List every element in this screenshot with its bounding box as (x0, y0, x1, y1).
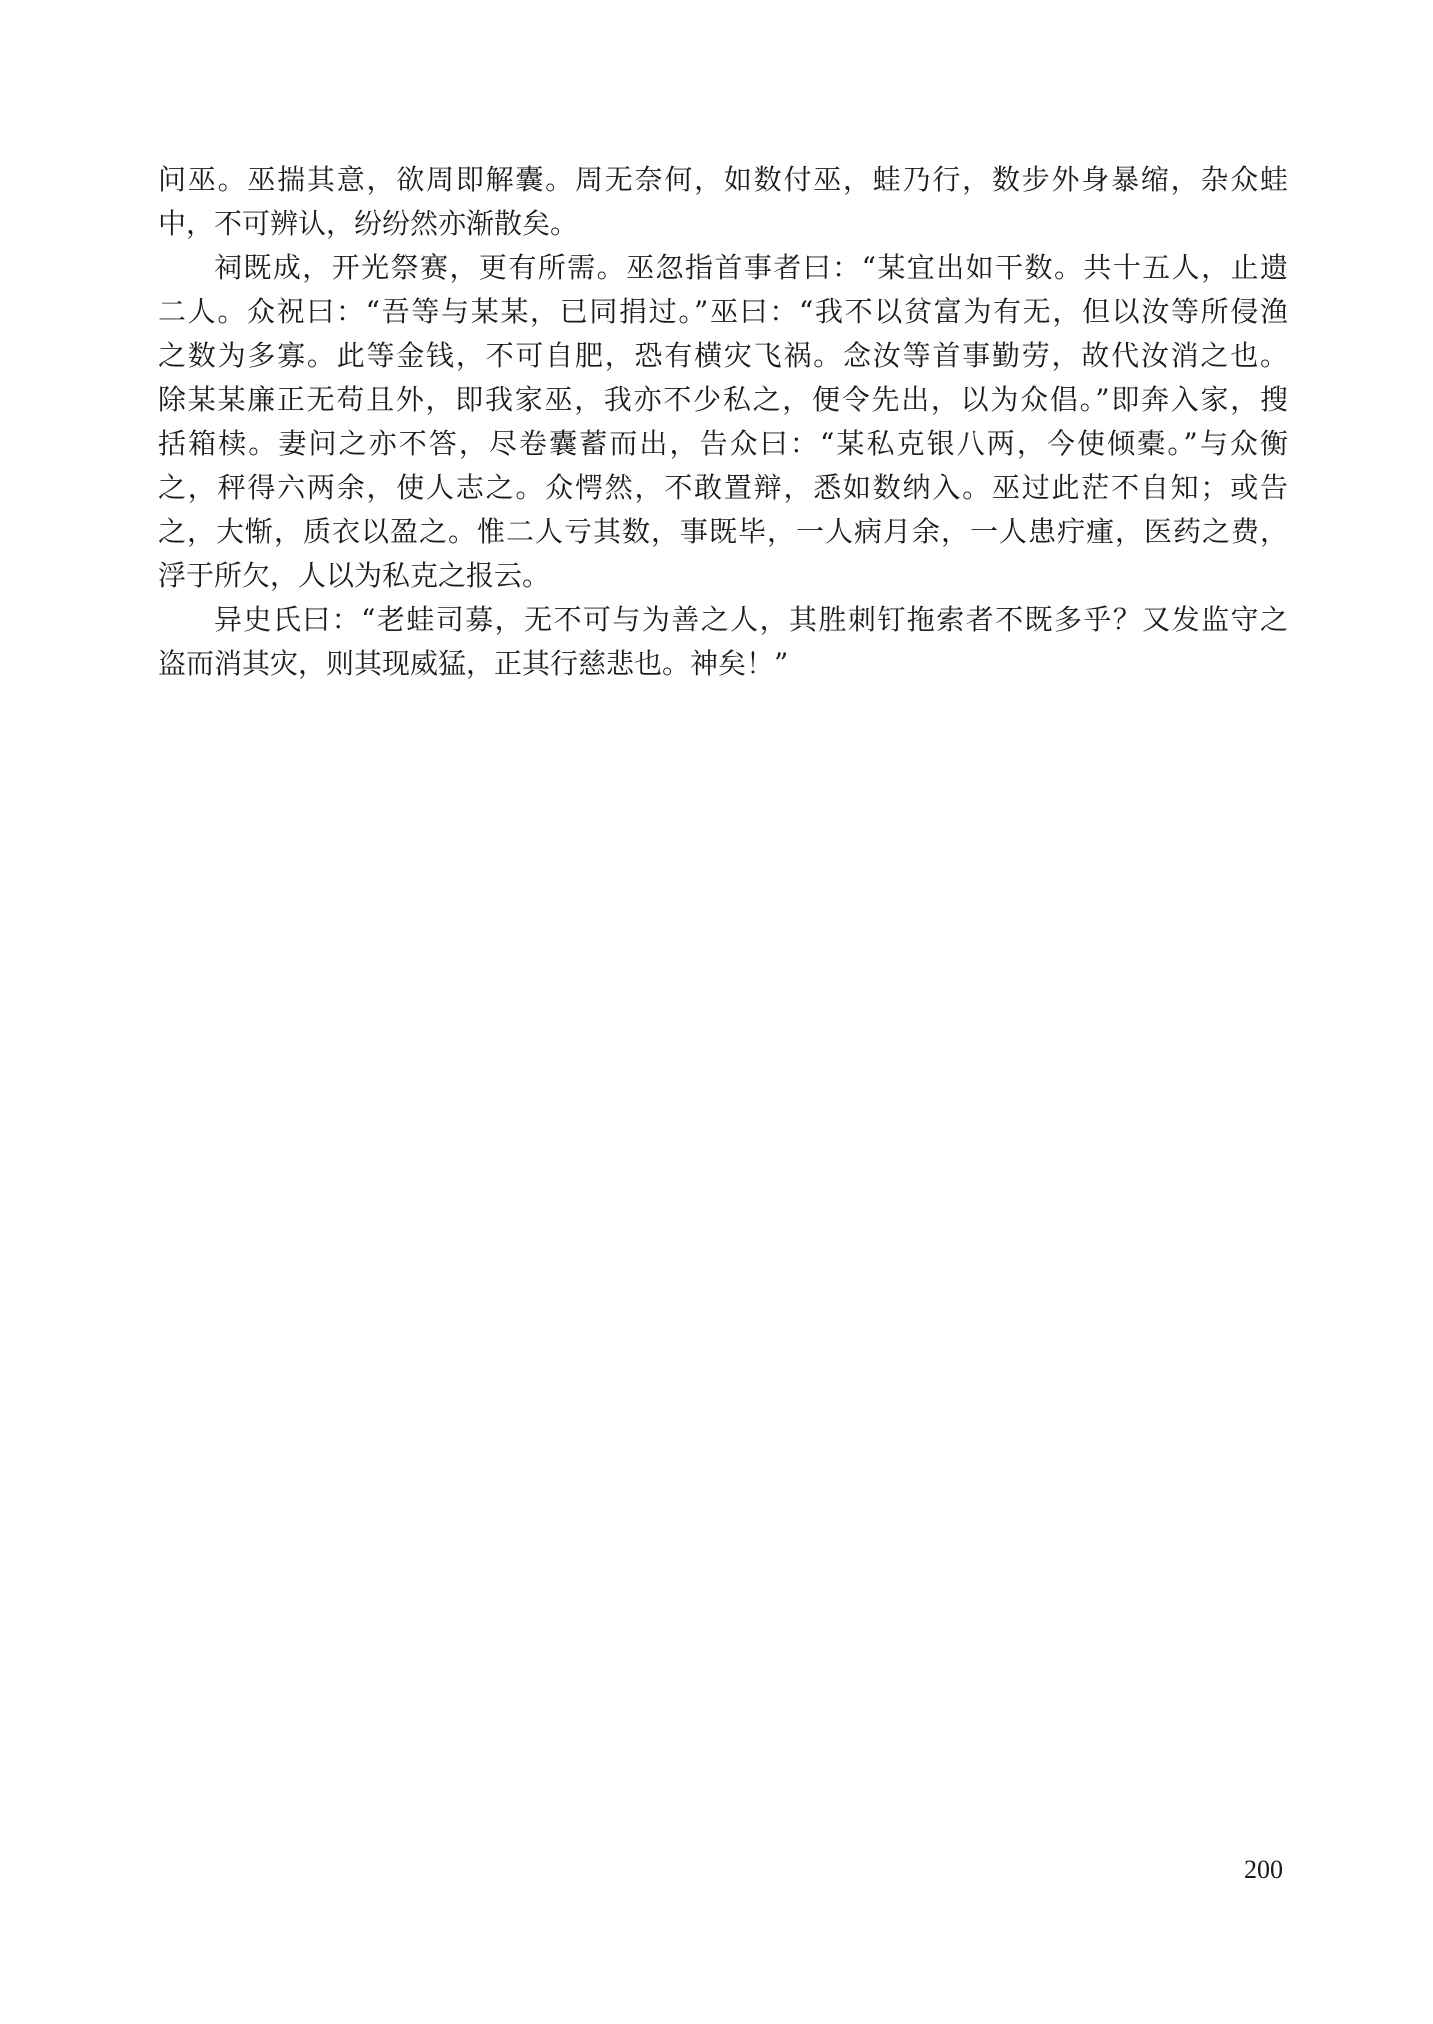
text-line-11: 异史氏曰：“老蛙司募，无不可与为善之人，其胜刺钉拖索者不既多乎？又发监守之 (214, 603, 1288, 636)
text-line-7: 括箱椟。妻问之亦不答，尽卷囊蓄而出，告众曰：“某私克银八两，今使倾橐。”与众衡 (158, 427, 1288, 460)
text-line-6: 除某某廉正无苟且外，即我家巫，我亦不少私之，便令先出，以为众倡。”即奔入家，搜 (158, 383, 1288, 416)
page-number: 200 (1244, 1855, 1283, 1884)
text-line-3: 祠既成，开光祭赛，更有所需。巫忽指首事者曰：“某宜出如干数。共十五人，止遗 (214, 251, 1288, 284)
text-line-10: 浮于所欠，人以为私克之报云。 (158, 559, 551, 592)
text-line-9: 之，大惭，质衣以盈之。惟二人亏其数，事既毕，一人病月余，一人患疔瘇，医药之费， (158, 515, 1288, 548)
text-line-4: 二人。众祝曰：“吾等与某某，已同捐过。”巫曰：“我不以贫富为有无，但以汝等所侵渔 (158, 295, 1288, 328)
text-line-2: 中，不可辨认，纷纷然亦渐散矣。 (158, 207, 579, 240)
text-line-5: 之数为多寡。此等金钱，不可自肥，恐有横灾飞祸。念汝等首事勤劳，故代汝消之也。 (158, 339, 1288, 372)
text-line-12: 盗而消其灾，则其现威猛，正其行慈悲也。神矣！” (158, 647, 789, 680)
text-line-1: 问巫。巫揣其意，欲周即解囊。周无奈何，如数付巫，蛙乃行，数步外身暴缩，杂众蛙 (158, 163, 1288, 196)
text-line-8: 之，秤得六两余，使人志之。众愕然，不敢置辩，悉如数纳入。巫过此茫不自知；或告 (158, 471, 1288, 504)
